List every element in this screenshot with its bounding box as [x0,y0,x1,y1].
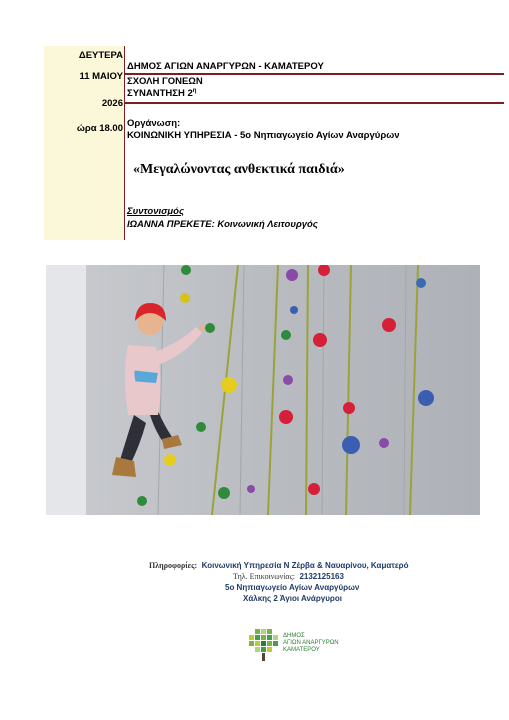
phone-line [233,572,344,581]
event-day: ΔΕΥΤΕΡΑ [78,50,123,61]
logo-line-3: ΚΑΜΑΤΕΡΟΥ [283,647,320,653]
event-year: 2026 [101,98,123,109]
header-rule-2 [125,102,504,104]
logo-line-2: ΑΓΙΩΝ ΑΝΑΡΓΥΡΩΝ [283,640,339,646]
phone-number: 2132125163 [299,572,344,581]
header-rule-1 [125,73,504,75]
event-time: ώρα 18.00 [76,123,123,134]
organization-value: ΚΟΙΝΩΝΙΚΗ ΥΠΗΡΕΣΙΑ - 5ο Νηπιαγωγείο Αγίων Αναργύρων [127,130,400,141]
vertical-divider [124,46,125,240]
phone-label: Τηλ. Επικοινωνίας: [233,572,295,581]
info-line [149,561,408,570]
school-title: ΣΧΟΛΗ ΓΟΝΕΩΝ [127,76,203,87]
coordination-value: ΙΩΑΝΝΑ ΠΡΕΚΕΤΕ: Κοινωνική Λειτουργός [127,219,318,230]
organization-label: Οργάνωση: [127,118,181,129]
info-value: Κοινωνική Υπηρεσία Ν Ζέρβα & Ναυαρίνου, Καματερό [201,561,409,570]
event-date: 11 ΜΑΙΟΥ [79,71,123,82]
kindergarten-address: Χάλκης 2 Άγιοι Ανάργυροι [243,594,342,603]
meeting-ordinal: η [192,88,197,94]
climbing-wall-photo [46,265,480,515]
municipality-title: ΔΗΜΟΣ ΑΓΙΩΝ ΑΝΑΡΓΥΡΩΝ - ΚΑΜΑΤΕΡΟΥ [127,61,324,72]
kindergarten-name: 5ο Νηπιαγωγείο Αγίων Αναργύρων [225,583,360,592]
coordination-label: Συντονισμός [127,206,185,217]
logo-text [283,633,339,654]
info-label: Πληροφορίες: [149,561,198,570]
meeting-title [127,88,196,99]
event-headline: «Μεγαλώνοντας ανθεκτικά παιδιά» [133,162,345,177]
meeting-label: ΣΥΝΑΝΤΗΣΗ 2 [127,88,193,100]
logo-line-1: ΔΗΜΟΣ [283,633,305,639]
